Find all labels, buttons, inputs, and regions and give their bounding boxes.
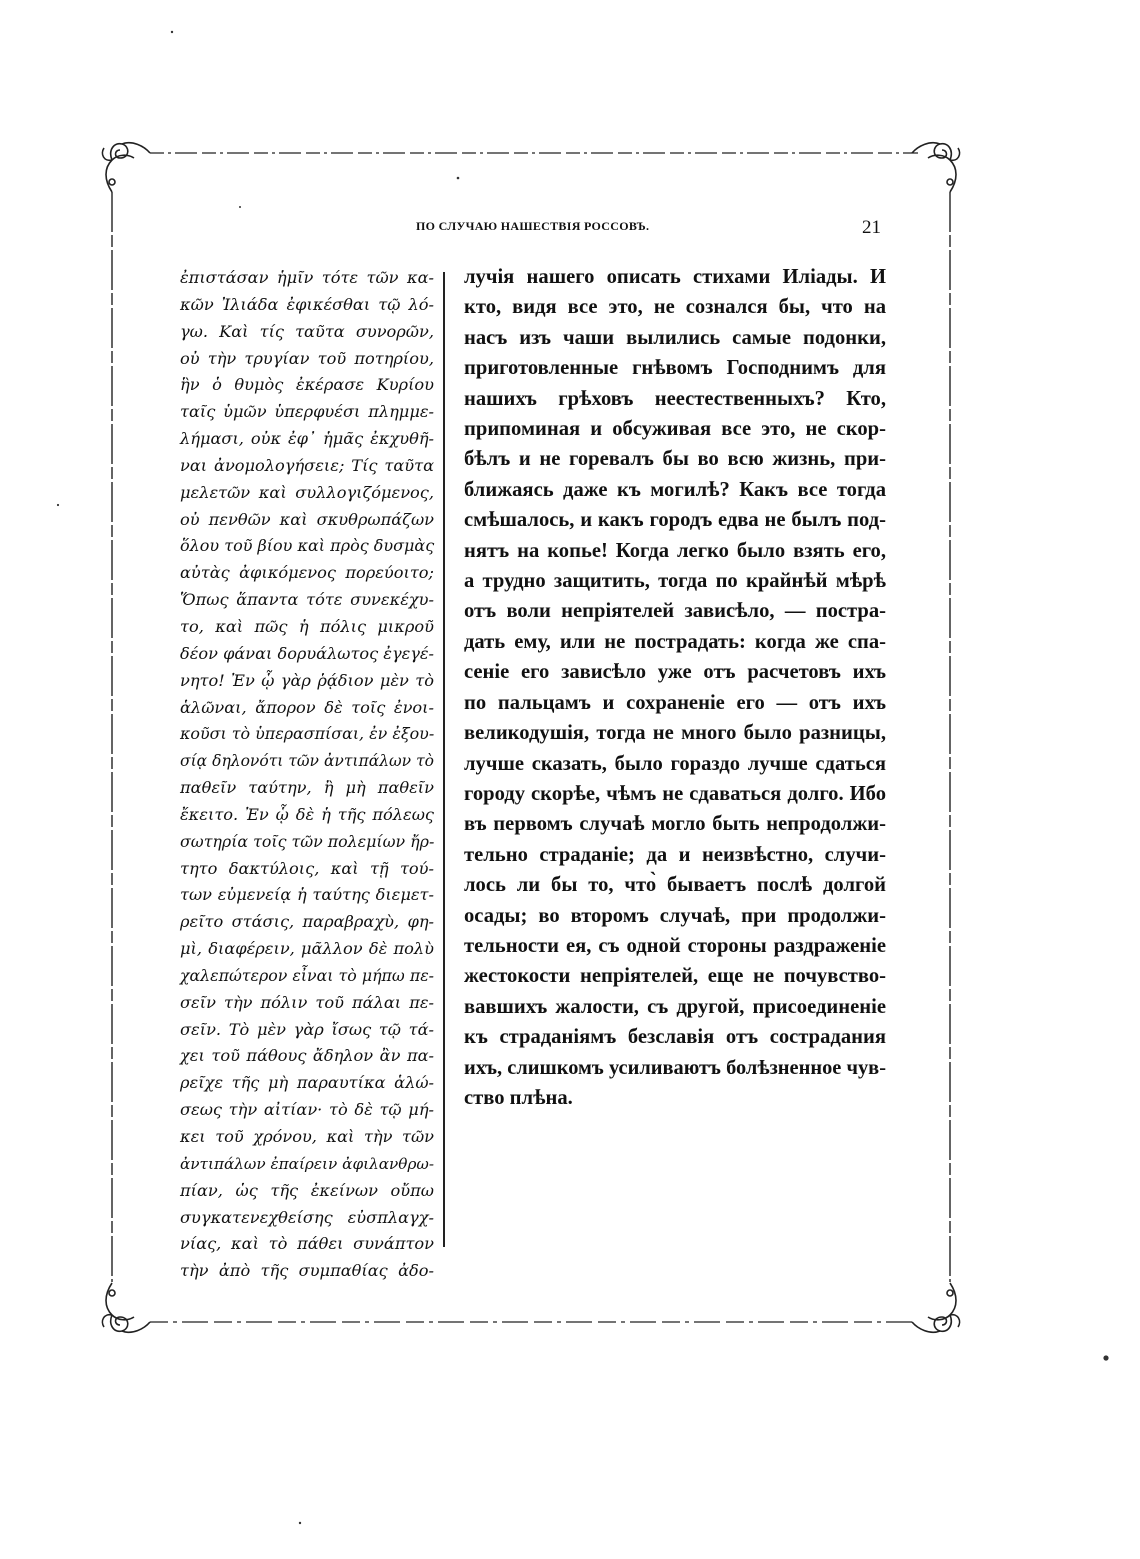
russian-line: дать ему, или не пострадать: когда же спа- [464, 630, 886, 653]
russian-line: припоминая и обсуживая все это, не скор- [464, 418, 886, 441]
greek-line: ἣν ὁ θυμὸς ἐκέρασε Κυρίου [180, 375, 434, 395]
greek-line: κῶν Ἰλιάδα ἐφικέσθαι τῷ λό- [180, 294, 434, 314]
greek-line: το, καὶ πῶς ἡ πόλις μικροῦ [180, 616, 434, 636]
russian-line: тельности ея, съ одной стороны раздраженіе [464, 934, 886, 957]
greek-line: συγκατενεχθείσης εὐσπλαγχ- [180, 1207, 434, 1227]
russian-line: въ первомъ случаѣ могло быть непродолжи- [464, 813, 886, 836]
greek-line: ἔκειτο. Ἐν ᾧ δὲ ἡ τῆς πόλεως [180, 804, 434, 824]
russian-line: лучше сказать, было гораздо лучше сдаться [464, 752, 886, 775]
russian-line: тельно страданіе; да и неизвѣстно, случи- [464, 843, 886, 866]
greek-line: ἐπιστάσαν ἡμῖν τότε τῶν κα- [180, 268, 434, 287]
russian-line: сеніе его зависѣло уже отъ расчетовъ ихъ [464, 661, 886, 684]
greek-line: χαλεπώτερον εἶναι τὸ μήπω πε- [180, 965, 434, 985]
russian-line: къ страданіямъ безславія отъ сострадания [464, 1026, 886, 1049]
corner-ornament-top-right [912, 143, 960, 192]
russian-line: нашихъ грѣховъ неестественныхъ? Кто, [464, 387, 886, 410]
russian-line: жестокости непріятелей, еще не почувство- [464, 965, 886, 988]
greek-line: χει τοῦ πάθους ἄδηλον ἂν πα- [180, 1046, 434, 1066]
greek-line: σεως τὴν αἰτίαν· τὸ δὲ τῷ μή- [180, 1100, 434, 1120]
greek-line: σίᾳ δηλονότι τῶν ἀντιπάλων τὸ [180, 752, 434, 771]
russian-line: смѣшалось, и какъ городъ едва не былъ под- [464, 509, 886, 532]
greek-line: πίαν, ὡς τῆς ἐκείνων οὔπω [180, 1180, 434, 1200]
russian-line: вавшихъ жалости, съ другой, присоединеніе [464, 995, 886, 1018]
greek-line: κει τοῦ χρόνου, καὶ τὴν τῶν [180, 1127, 434, 1146]
greek-line: μελετῶν καὶ συλλογιζόμενος, [180, 482, 434, 502]
greek-line: σωτηρία τοῖς τῶν πολεμίων ἤρ- [180, 831, 435, 851]
greek-line: παθεῖν ταύτην, ἢ μὴ παθεῖν [180, 778, 434, 798]
greek-line: ρεῖχε τῆς μὴ παραυτίκα ἁλώ- [180, 1073, 434, 1093]
greek-column [180, 265, 434, 1285]
greek-line: σεῖν τὴν πόλιν τοῦ πάλαι πε- [180, 992, 434, 1012]
russian-line: насъ изъ чаши вылились самые подонки, [464, 326, 886, 349]
greek-line: των εὐμενείᾳ ἡ ταύτης διεμετ- [180, 885, 434, 905]
running-head: ПО СЛУЧАЮ НАШЕСТВІЯ РОССОВЪ. [416, 219, 650, 233]
corner-ornament-top-left [102, 143, 150, 192]
greek-line: αὐτὰς ἀφικόμενος πορεύοιτο; [180, 563, 434, 583]
corner-ornament-bottom-left [102, 1283, 150, 1332]
greek-line: δέον φάναι δορυάλωτος ἐγεγέ- [180, 643, 434, 663]
greek-line: σεῖν. Τὸ μὲν γὰρ ἴσως τῷ τά- [180, 1019, 434, 1039]
russian-line: ихъ, слишкомъ усиливаютъ болѣзненное чув- [464, 1056, 886, 1079]
greek-line: ἁλῶναι, ἄπορον δὲ τοῖς ἐνοι- [180, 697, 434, 717]
greek-line: ρεῖτο στάσις, παραβραχὺ, φη- [180, 912, 434, 932]
greek-line: οὐ πενθῶν καὶ σκυθρωπάζων [180, 509, 434, 529]
greek-line: γω. Καὶ τίς ταῦτα συνορῶν, [180, 321, 434, 341]
greek-line: κοῦσι τὸ ὑπερασπίσαι, ἐν ἐξου- [180, 724, 435, 744]
russian-line: ближаясь даже къ могилѣ? Какъ все тогда [464, 478, 886, 501]
greek-line: νητο! Ἐν ᾧ γὰρ ῥᾴδιον μὲν τὸ [180, 670, 434, 690]
greek-line: μὶ, διαφέρειν, μᾶλλον δὲ πολὺ [180, 939, 434, 959]
greek-line: τὴν ἀπὸ τῆς συμπαθίας ἀδο- [180, 1261, 434, 1281]
russian-line: лучія нашего описать стихами Иліады. И [464, 266, 886, 288]
russian-line: городу скорѣе, чѣмъ не сдаваться долго. Ибо [464, 782, 886, 805]
russian-line: ство плѣна. [464, 1086, 573, 1109]
russian-line: великодушія, тогда не много было разницы, [464, 722, 886, 745]
greek-line: Ὅπως ἅπαντα τότε συνεκέχυ- [180, 590, 434, 610]
greek-line: οὐ τὴν τρυγίαν τοῦ ποτηρίου, [180, 348, 434, 368]
greek-line: ταῖς ὑμῶν ὑπερφυέσι πλημμε- [180, 402, 434, 422]
russian-line: бѣлъ и не горевалъ бы во всю жизнь, при- [464, 448, 886, 471]
page-number: 21 [862, 217, 881, 238]
russian-line: а трудно защитить, тогда по крайнѣй мѣрѣ [464, 570, 886, 593]
russian-column [464, 262, 886, 1113]
russian-line: по пальцамъ и сохраненіе его — отъ ихъ [464, 691, 886, 714]
column-divider [443, 272, 445, 1247]
russian-line: осады; во второмъ случаѣ, при продолжи- [464, 904, 886, 927]
russian-line: нятъ на копье! Когда легко было взять его, [464, 539, 886, 562]
corner-ornament-bottom-right [912, 1283, 960, 1332]
greek-line: ὅλου τοῦ βίου καὶ πρὸς δυσμὰς [180, 536, 435, 556]
russian-line: кто, видя все это, не сознался бы, что на [464, 296, 886, 319]
greek-line: λήμασι, οὐκ ἐφ᾽ ἡμᾶς ἐκχυθῆ- [180, 429, 434, 449]
greek-line: νίας, καὶ τὸ πάθει συνάπτον [180, 1234, 434, 1254]
russian-line: отъ воли непріятелей зависѣло, — постра- [464, 600, 886, 623]
greek-line: ἀντιπάλων ἐπαίρειν ἀφιλανθρω- [180, 1154, 434, 1173]
greek-line: ναι ἀνομολογήσειε; Τίς ταῦτα [180, 455, 434, 475]
russian-line: лось ли бы то, что̀ бываетъ послѣ долгой [464, 874, 886, 897]
russian-line: приготовленные гнѣвомъ Господнимъ для [464, 357, 886, 380]
greek-line: τητο δακτύλοις, καὶ τῇ τού- [180, 858, 434, 878]
